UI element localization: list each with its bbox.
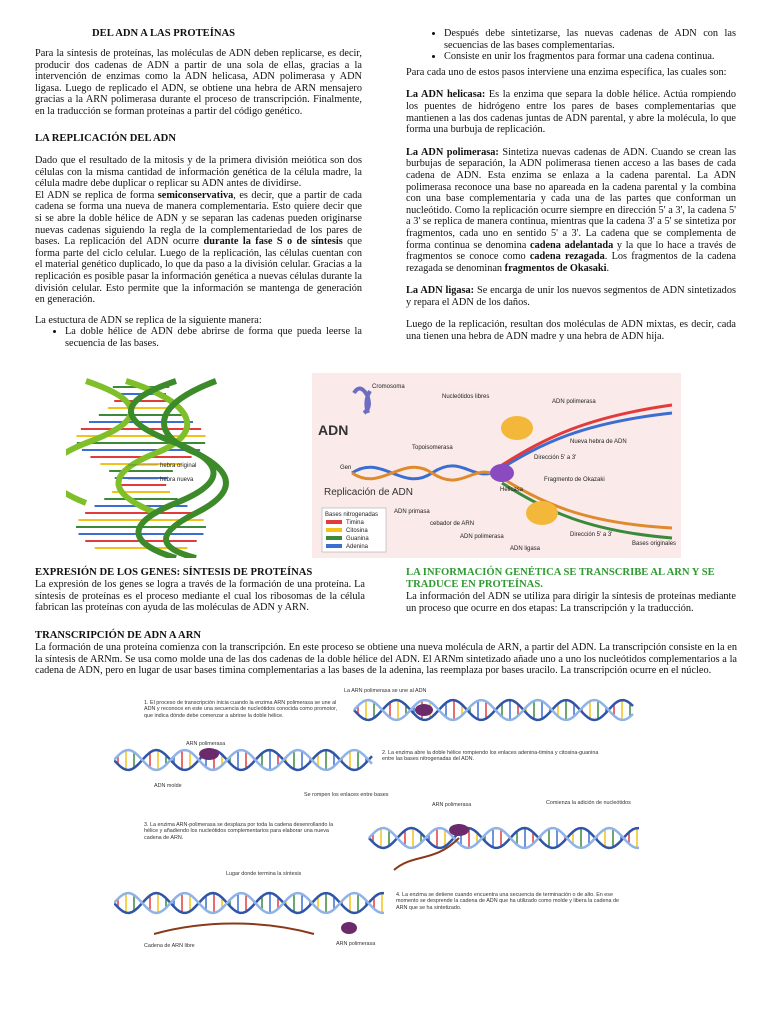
label-direccion-bottom: Dirección 5' a 3': [570, 532, 613, 538]
legend-label: Timina: [346, 520, 364, 526]
legend-swatch: [326, 528, 342, 532]
label-se-rompen: Se rompen los enlaces entre bases: [304, 792, 389, 798]
helix-step2: [114, 750, 372, 770]
label-gen: Gen: [340, 465, 352, 471]
label-arn-pol-3: ARN polimerasa: [432, 802, 472, 808]
rna-polymerase-icon-3: [449, 824, 469, 836]
info-section: [406, 567, 736, 614]
label-bases-originales: Bases originales: [632, 541, 677, 547]
dna-replication-figure: [312, 373, 681, 558]
expression-heading: EXPRESIÓN DE LOS GENES: SÍNTESIS DE PROTEÍNAS: [35, 567, 313, 578]
rna-polymerase-icon: [415, 704, 433, 716]
step1-text: 1. El proceso de transcripción inicia cuando la enzima ARN polimerasa se une al ADN y reconoce en este una secuencia de nucleótidos conocida como promotor, que indica dónde debe comenzar a abrirse la doble hélice.: [144, 700, 337, 719]
rna-free-strand: [154, 924, 314, 935]
helix-label-new: hebra nueva: [160, 477, 194, 483]
helicasa-paragraph: La ADN helicasa: Es la enzima que separa la doble hélice. Actúa rompiendo los puentes de hidrógeno entre los pares de bases complementarias que mantienen a las dos cadenas juntas de ADN parental, y abre la molécula, lo que forma una burbuja de replicación.: [406, 89, 736, 136]
list-item: • La doble hélice de ADN debe abrirse de forma que pueda leerse la secuencia de las bases.: [65, 326, 362, 349]
label-ligasa: ADN ligasa: [510, 546, 541, 552]
replication-heading: LA REPLICACIÓN DEL ADN: [35, 133, 176, 144]
list-item: • Después debe sintetizarse, las nuevas cadenas de ADN con las secuencias de las bases complementarias.: [444, 28, 736, 51]
legend-label: Citosina: [346, 528, 368, 534]
rna-polymerase-icon-4: [341, 922, 357, 934]
label-nueva-hebra: Nueva hebra de ADN: [570, 439, 627, 445]
label-arn-pol-4: ARN polimerasa: [336, 941, 376, 947]
figure-title-adn: ADN: [318, 422, 349, 438]
steps-list-left: [35, 326, 362, 349]
legend-label: Guanina: [346, 536, 369, 542]
label-topoisomerasa: Topoisomerasa: [412, 445, 453, 451]
helix-step4: [114, 893, 384, 913]
legend-swatch: [326, 536, 342, 540]
info-heading: LA INFORMACIÓN GENÉTICA SE TRANSCRIBE AL ARN Y SE TRADUCE EN PROTEÍNAS.: [406, 567, 715, 590]
label-arn-pol-2: ARN polimerasa: [186, 741, 226, 747]
transcription-section: [35, 630, 737, 677]
helix-step3: [369, 828, 639, 848]
step3-text: 3. La enzima ARN-polimerasa se desplaza por toda la cadena desenrollando la hélice y añadiendo los nucleótidos complementarios para elaborar una nueva cadena de ARN.: [144, 822, 334, 841]
label-okazaki: Fragmento de Okazaki: [544, 477, 605, 483]
document-title: DEL ADN A LAS PROTEÍNAS: [92, 28, 236, 39]
label-adn-polimerasa-top: ADN polimerasa: [552, 399, 596, 405]
transcription-diagram: [114, 688, 654, 950]
label-replicacion: Replicación de ADN: [324, 487, 413, 498]
intro-paragraph: Para la síntesis de proteínas, las moléculas de ADN deben replicarse, es decir, producir dos cadenas de ADN a partir de una sola de ellas, gracias a la intervención de enzimas como la ADN helicasa, ADN polimerasa y ADN ligasa. Luego de replicado el ADN, se obtiene una hebra de ARN mensajero gracias a la ARN polimerasa durante el proceso de transcripción. Finalmente, en la traducción se forman proteínas a partir del código genético.: [35, 48, 362, 117]
transcription-heading: TRANSCRIPCIÓN DE ADN A ARN: [35, 630, 201, 641]
label-cromosoma: Cromosoma: [372, 384, 405, 390]
info-text: La información del ADN se utiliza para dirigir la síntesis de proteínas mediante un proceso que ocurre en dos etapas: La transcripción y la traducción.: [406, 591, 736, 614]
label-helicasa: Helicasa: [500, 487, 524, 493]
transcription-text: La formación de una proteína comienza con la transcripción. En este proceso se obtiene una nueva molécula de ARN, a partir del ADN. La transcripción consiste en la en la síntesis de ARNm. Se usa como molde una de las dos cadenas de la doble hélice del ADN. El ARNm sintetizado añade uno a uno los nucleótidos complementarios a la cadena de ADN, pero en lugar de usar bases timina complementarias a las bases de la adenina, las reemplaza por bases uracilo. La transcripción ocurre en el núcleo.: [35, 642, 737, 677]
label-comienza: Comienza la adición de nucleótidos: [546, 800, 631, 806]
steps-list-right: [406, 28, 736, 63]
label-primasa: ADN primasa: [394, 509, 430, 515]
legend-swatch: [326, 544, 342, 548]
label-arn-pol-une: La ARN polimerasa se une al ADN: [344, 688, 427, 694]
ligasa-paragraph: La ADN ligasa: Se encarga de unir los nuevos segmentos de ADN sintetizados y repara el ADN de los daños.: [406, 285, 736, 308]
replication-p2: El ADN se replica de forma semiconservativa, es decir, que a partir de cada cadena se forma una nueva de manera complementaria. Esto quiere decir que si se abre la doble hélice de ADN y se separan las cadenas pueden originarse nuevas cadenas siguiendo la regla de la complementariedad de los pares de bases. La replicación del ADN ocurre durante la fase S o de síntesis que forma parte del ciclo celular. Luego de la replicación, las células cuentan con el material genético duplicado, lo que da paso a la división celular. Gracias a la replicación es posible pasar la información genética a nuevas células durante la división celular. Esto permite que la información se mantenga de generación en generación.: [35, 189, 362, 306]
list-item: • Consiste en unir los fragmentos para formar una cadena continua.: [444, 51, 736, 63]
right-column: [406, 28, 736, 343]
double-helix-illustration: [66, 373, 236, 558]
legend-title: Bases nitrogenadas: [325, 512, 379, 518]
replication-p3: La estuctura de ADN se replica de la siguiente manera:: [35, 314, 262, 326]
legend-swatch: [326, 520, 342, 524]
step4-text: 4. La enzima se detiene cuando encuentra una secuencia de terminación o de alto. En ese momento se desprende la cadena de ADN que ha utilizado como molde y libera la cadena de ARN que se ha sintetizado.: [396, 892, 619, 911]
polimerasa-paragraph: La ADN polimerasa: Sintetiza nuevas cadenas de ADN. Cuando se crean las burbujas de separación, la ADN polimerasa tienen acceso a las bases de cada cadena de ADN. Esta enzima se enlaza a la cadena parental. La ADN polimerasa reconoce una base no apareada en la cadena parental y la combina con una base complementaria y cada una de las partes que conforman un nucleótido. Como la replicación ocurre siempre en dirección 5' a 3', la cadena 5' a 3' se replica de manera continua, mientras que la cadena 3' a 5' se sintetiza por fragmentos, cada uno en sentido 5' a 3'. La cadena que se complementa de forma continua se denomina cadena adelantada y la que lo hace a través de fragmentos se conoce como cadena rezagada. Los fragmentos de la cadena rezagada se denominan fragmentos de Okasaki.: [406, 146, 736, 274]
label-adn-molde: ADN molde: [154, 783, 182, 789]
label-adn-polimerasa-bottom: ADN polimerasa: [460, 534, 504, 540]
step2-text: 2. La enzima abre la doble hélice rompiendo los enlaces adenina-timina y citosina-guanina entre las bases nitrogenadas del ADN.: [382, 750, 599, 763]
after-replication-paragraph: Luego de la replicación, resultan dos moléculas de ADN mixtas, es decir, cada una tienen una hebra de ADN madre y una hebra de ADN hija.: [406, 319, 736, 343]
replication-p1: Dado que el resultado de la mitosis y de la primera división meiótica son dos células con la misma cantidad de información genética de la célula madre, la célula madre debe duplicar o replicar su ADN antes de dividirse.: [35, 155, 362, 190]
label-cadena-libre: Cadena de ARN libre: [144, 943, 195, 949]
expression-text: La expresión de los genes se logra a través de la formación de una proteína. La síntesis de proteínas es el proceso mediante el cual los ribosomas de la célula fabrican las proteínas con ayuda de las moléculas de ADN y ARN.: [35, 579, 365, 614]
transcription-figure: [114, 688, 654, 950]
polymerase-icon-bottom: [526, 501, 558, 525]
label-lugar: Lugar donde termina la síntesis: [226, 871, 302, 877]
replication-section: [35, 155, 362, 350]
expression-section: [35, 567, 365, 614]
polymerase-icon: [501, 416, 533, 440]
rna-polymerase-icon-2: [199, 748, 219, 760]
legend-label: Adenina: [346, 544, 369, 550]
label-cebador: cebador de ARN: [430, 521, 475, 527]
label-nucleotidos: Nucleótidos libres: [442, 394, 490, 400]
chromosome-icon: [354, 388, 370, 413]
label-direccion-top: Dirección 5' a 3': [534, 455, 577, 461]
dna-replication-diagram: [312, 373, 681, 558]
double-helix-figure: [66, 373, 236, 558]
helicase-icon: [490, 464, 514, 482]
helix-label-original: hebra original: [160, 463, 197, 469]
enzymes-intro: Para cada uno de estos pasos interviene una enzima específica, las cuales son:: [406, 66, 727, 78]
